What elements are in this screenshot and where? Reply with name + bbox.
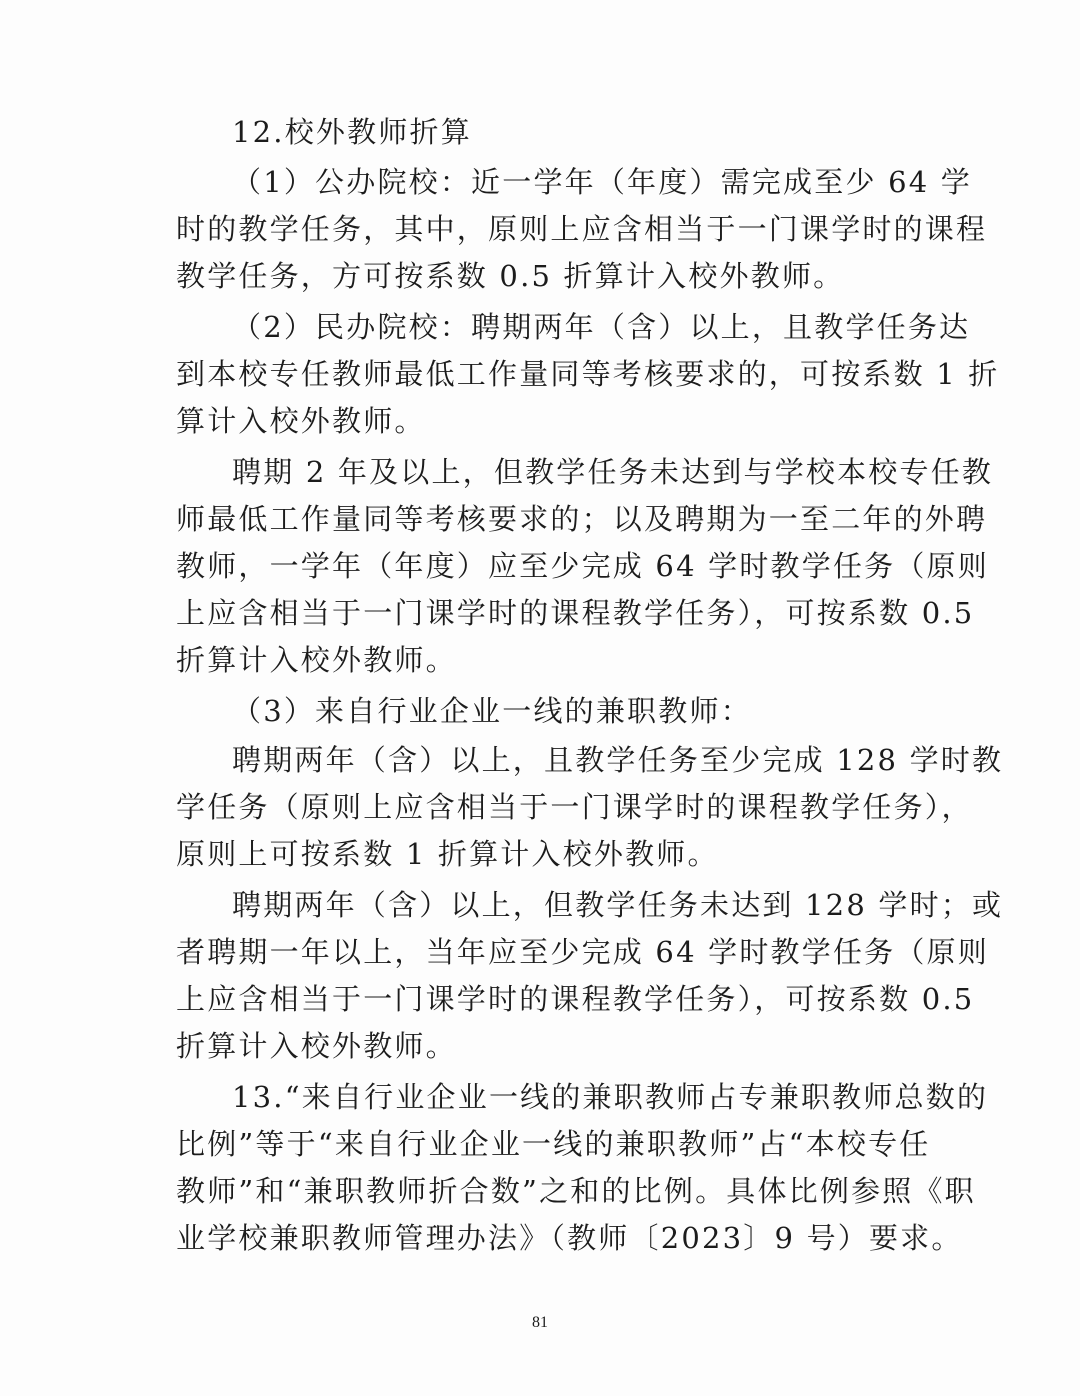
paragraph-line: 算计入校外教师。 <box>176 404 426 438</box>
page-number: 81 <box>532 1314 548 1331</box>
paragraph-line: 教师”和“兼职教师折合数”之和的比例。具体比例参照《职 <box>176 1174 976 1208</box>
paragraph-line: 学任务（原则上应含相当于一门课学时的课程教学任务）， <box>176 790 973 824</box>
paragraph-line: 师最低工作量同等考核要求的；以及聘期为一至二年的外聘 <box>176 502 988 536</box>
paragraph-line: 聘期两年（含）以上，但教学任务未达到 128 学时；或 <box>232 888 1004 922</box>
paragraph-line: 上应含相当于一门课学时的课程教学任务），可按系数 0.5 <box>176 982 975 1016</box>
paragraph-line: 折算计入校外教师。 <box>176 643 457 677</box>
paragraph-line: 聘期两年（含）以上，且教学任务至少完成 128 学时教 <box>232 743 1004 777</box>
paragraph-line: 13.“来自行业企业一线的兼职教师占专兼职教师总数的 <box>232 1080 989 1114</box>
paragraph-line: （1）公办院校：近一学年（年度）需完成至少 64 学 <box>232 165 972 199</box>
paragraph-line: 教学任务，方可按系数 0.5 折算计入校外教师。 <box>176 259 845 293</box>
section-heading-12: 12.校外教师折算 <box>232 115 472 149</box>
paragraph-line: 聘期 2 年及以上，但教学任务未达到与学校本校专任教 <box>232 455 994 489</box>
paragraph-line: 比例”等于“来自行业企业一线的兼职教师”占“本校专任 <box>176 1127 931 1161</box>
paragraph-line: 教师，一学年（年度）应至少完成 64 学时教学任务（原则 <box>176 549 989 583</box>
section-heading-3: （3）来自行业企业一线的兼职教师： <box>232 694 752 728</box>
paragraph-line: （2）民办院校：聘期两年（含）以上，且教学任务达 <box>232 310 971 344</box>
paragraph-line: 者聘期一年以上，当年应至少完成 64 学时教学任务（原则 <box>176 935 989 969</box>
paragraph-line: 原则上可按系数 1 折算计入校外教师。 <box>176 837 719 871</box>
paragraph-line: 业学校兼职教师管理办法》（教师〔2023〕9 号）要求。 <box>176 1221 963 1255</box>
paragraph-line: 折算计入校外教师。 <box>176 1029 457 1063</box>
paragraph-line: 到本校专任教师最低工作量同等考核要求的，可按系数 1 折 <box>176 357 1000 391</box>
paragraph-line: 时的教学任务，其中，原则上应含相当于一门课学时的课程 <box>176 212 988 246</box>
paragraph-line: 上应含相当于一门课学时的课程教学任务），可按系数 0.5 <box>176 596 975 630</box>
